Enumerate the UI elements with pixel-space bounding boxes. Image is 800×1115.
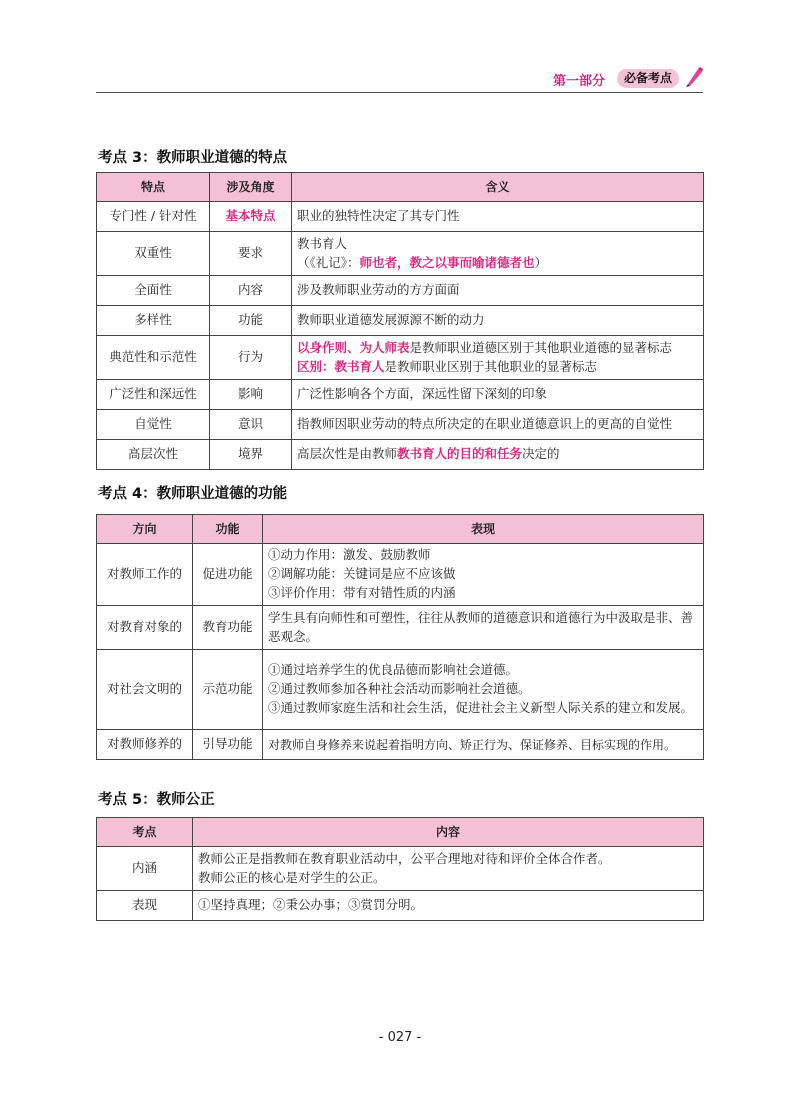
quote-close: ） <box>534 254 548 270</box>
page-header <box>96 66 703 93</box>
meaning-cell: 职业的独特性决定了其专门性 <box>292 202 704 232</box>
meaning-line <box>297 358 698 377</box>
trait-cell: 典范性和示范性 <box>97 336 210 380</box>
angle-cell: 境界 <box>210 440 292 470</box>
function-cell: 教育功能 <box>193 606 263 650</box>
performance-cell <box>263 650 704 730</box>
function-cell: 引导功能 <box>193 730 263 760</box>
angle-cell: 影响 <box>210 380 292 410</box>
quote-open: （《礼记》： <box>297 254 360 270</box>
performance-line: ③通过教师家庭生活和社会生活，促进社会主义新型人际关系的建立和发展。 <box>268 699 694 715</box>
table-row <box>97 306 704 336</box>
highlight-text: 师也者，教之以事而喻诸德者也 <box>359 254 535 270</box>
meaning-cell: 广泛性影响各个方面，深远性留下深刻的印象 <box>292 380 704 410</box>
angle-cell: 行为 <box>210 336 292 380</box>
function-cell: 示范功能 <box>193 650 263 730</box>
highlight-text: 以身作则、为人师表 <box>297 339 410 355</box>
fairness-table <box>96 817 704 921</box>
col-header-point: 考点 <box>97 818 193 847</box>
meaning-cell <box>292 336 704 380</box>
table-header-row <box>97 515 704 544</box>
table-header-row <box>97 173 704 202</box>
trait-cell: 高层次性 <box>97 440 210 470</box>
direction-cell: 对教师修养的 <box>97 730 193 760</box>
page-number: - 027 - <box>378 1030 422 1045</box>
section-3-title: 考点 3：教师职业道德的特点 <box>98 150 288 166</box>
function-cell: 促进功能 <box>193 544 263 606</box>
trait-cell: 广泛性和深远性 <box>97 380 210 410</box>
trait-cell: 多样性 <box>97 306 210 336</box>
meaning-cell: 涉及教师职业劳动的方方面面 <box>292 276 704 306</box>
table-row <box>97 276 704 306</box>
angle-cell: 要求 <box>210 232 292 276</box>
angle-cell: 内容 <box>210 276 292 306</box>
col-header-performance: 表现 <box>263 515 704 544</box>
performance-line: ③评价作用：带有对错性质的内涵 <box>268 584 456 600</box>
point-cell: 内涵 <box>97 847 193 891</box>
table-row <box>97 847 704 891</box>
section-badge: 必备考点 <box>617 69 679 88</box>
traits-table <box>96 172 704 470</box>
meaning-cell <box>292 440 704 470</box>
direction-cell: 对社会文明的 <box>97 650 193 730</box>
col-header-trait: 特点 <box>97 173 210 202</box>
angle-cell: 意识 <box>210 410 292 440</box>
trait-cell: 自觉性 <box>97 410 210 440</box>
meaning-cell: 教师职业道德发展源源不断的动力 <box>292 306 704 336</box>
meaning-cell: 指教师因职业劳动的特点所决定的在职业道德意识上的更高的自觉性 <box>292 410 704 440</box>
performance-cell <box>263 544 704 606</box>
pencil-icon <box>683 66 703 88</box>
plain-text: 是教师职业道德区别于其他职业道德的显著标志 <box>409 339 673 355</box>
angle-cell: 基本特点 <box>210 202 292 232</box>
plain-text: 高层次性是由教师 <box>297 446 398 462</box>
part-label: 第一部分 <box>552 74 605 89</box>
plain-text: 是教师职业区别于其他职业的显著标志 <box>384 358 598 374</box>
meaning-line: 教书育人 <box>297 235 348 251</box>
table-row <box>97 336 704 380</box>
angle-cell: 功能 <box>210 306 292 336</box>
section-4-title: 考点 4：教师职业道德的功能 <box>98 486 288 502</box>
trait-cell: 双重性 <box>97 232 210 276</box>
performance-cell: 对教师自身修养来说起着指明方向、矫正行为、保证修养、目标实现的作用。 <box>263 730 704 760</box>
table-row <box>97 650 704 730</box>
content-cell: ①坚持真理；②秉公办事；③赏罚分明。 <box>193 891 704 921</box>
col-header-function: 功能 <box>193 515 263 544</box>
performance-line: ②调解功能：关键词是应不应该做 <box>268 566 456 582</box>
point-cell: 表现 <box>97 891 193 921</box>
trait-cell: 专门性 / 针对性 <box>97 202 210 232</box>
table-row <box>97 730 704 760</box>
table-row <box>97 606 704 650</box>
meaning-line <box>297 339 698 358</box>
trait-cell: 全面性 <box>97 276 210 306</box>
highlight-text: 教书育人的目的和任务 <box>397 446 523 462</box>
section-5-title: 考点 5：教师公正 <box>98 792 215 808</box>
plain-text: 决定的 <box>522 446 560 462</box>
col-header-direction: 方向 <box>97 515 193 544</box>
content-line: 教师公正是指教师在教育职业活动中，公平合理地对待和评价全体合作者。 <box>198 850 611 866</box>
content-line: 教师公正的核心是对学生的公正。 <box>198 869 386 885</box>
table-row <box>97 410 704 440</box>
table-row <box>97 202 704 232</box>
col-header-angle: 涉及角度 <box>210 173 292 202</box>
col-header-meaning: 含义 <box>292 173 704 202</box>
performance-line: ①动力作用：激发、鼓励教师 <box>268 547 431 563</box>
highlight-text: 区别：教书育人 <box>297 358 385 374</box>
table-header-row <box>97 818 704 847</box>
table-row <box>97 380 704 410</box>
performance-line: ①通过培养学生的优良品德而影响社会道德。 <box>268 662 519 678</box>
table-row <box>97 440 704 470</box>
functions-table <box>96 514 704 760</box>
table-row <box>97 232 704 276</box>
meaning-cell <box>292 232 704 276</box>
performance-line: ②通过教师参加各种社会活动而影响社会道德。 <box>268 681 531 697</box>
content-cell <box>193 847 704 891</box>
col-header-content: 内容 <box>193 818 704 847</box>
direction-cell: 对教师工作的 <box>97 544 193 606</box>
meaning-line <box>297 254 698 273</box>
table-row <box>97 891 704 921</box>
table-row <box>97 544 704 606</box>
direction-cell: 对教育对象的 <box>97 606 193 650</box>
performance-cell: 学生具有向师性和可塑性，往往从教师的道德意识和道德行为中汲取是非、善恶观念。 <box>263 606 704 650</box>
